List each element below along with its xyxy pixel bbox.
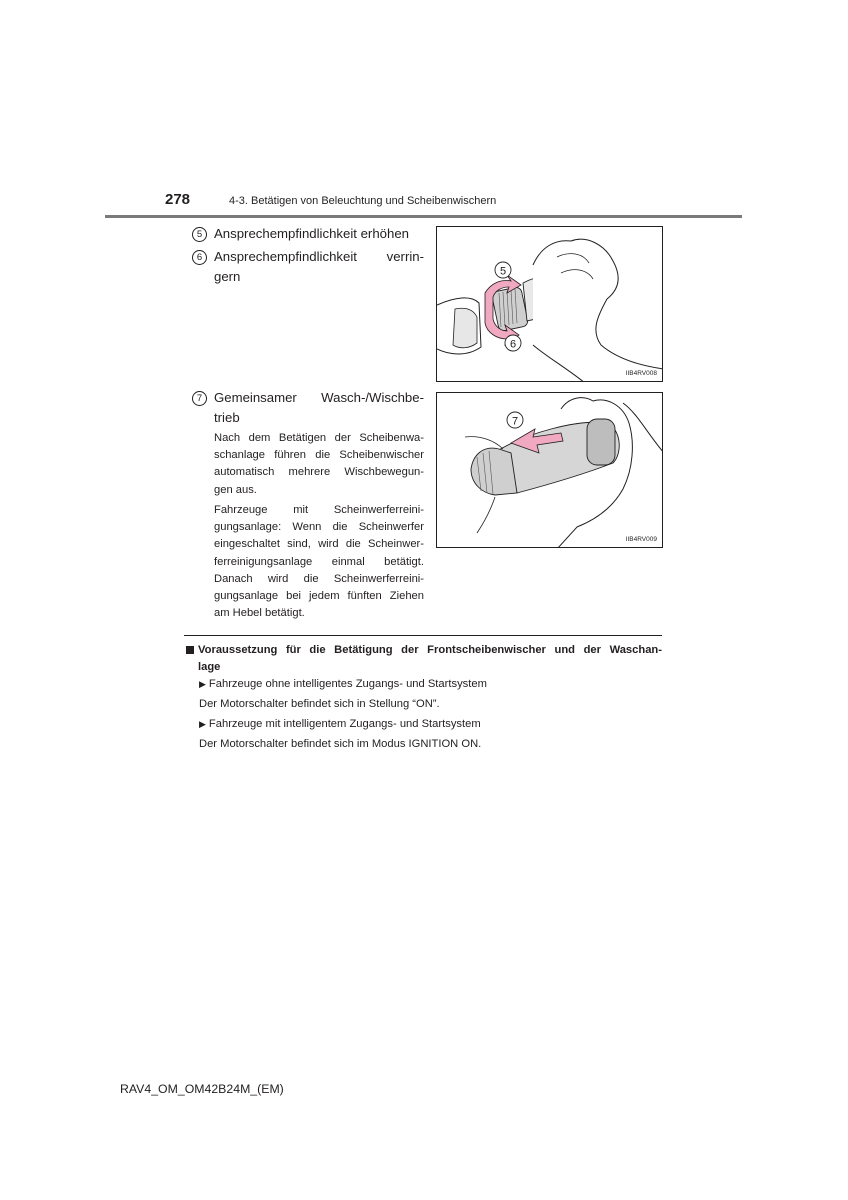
circled-number-5: 5 <box>192 227 207 242</box>
figure-label-6: 6 <box>509 338 517 351</box>
figure-code: IIB4RV009 <box>625 536 657 543</box>
text-line: Fahrzeuge mit Scheinwerferreini- <box>214 504 424 516</box>
text-line: ferreinigungsanlage einmal betätigt. <box>214 555 424 568</box>
figure-wiper-sensitivity <box>436 226 663 382</box>
text-line: gungsanlage: Wenn die Scheinwerfer <box>214 521 424 534</box>
section-heading-line-1: Voraussetzung für die Betätigung der Frontscheibenwischer und der Waschan- <box>198 644 662 656</box>
item-5-text: Ansprechempfindlichkeit erhöhen <box>214 226 409 241</box>
text-line: Danach wird die Scheinwerferreini- <box>214 572 424 585</box>
triangle-bullet-icon: ▶ <box>199 719 206 729</box>
text-line: gungsanlage bei jedem fünften Ziehen <box>214 590 424 603</box>
section-heading-line-2: lage <box>198 660 221 673</box>
text-line: am Hebel betätigt. <box>214 607 305 620</box>
header-rule <box>105 215 742 218</box>
item-7 <box>192 388 424 428</box>
page-number: 278 <box>165 191 191 208</box>
section-entry-2: Der Motorschalter befindet sich in Stellung “ON”. <box>199 698 440 710</box>
triangle-bullet-icon: ▶ <box>199 679 206 689</box>
item-6-line-2: gern <box>214 269 241 284</box>
text-line: gen aus. <box>214 483 257 496</box>
circled-number-6: 6 <box>192 250 207 265</box>
section-entry-4: Der Motorschalter befindet sich im Modus IGNITION ON. <box>199 738 482 750</box>
item-5 <box>192 224 424 244</box>
figure-label-7: 7 <box>511 415 519 428</box>
section-entry-1 <box>199 676 487 693</box>
wiper-lever-illustration-2 <box>437 393 663 548</box>
entry-text: Fahrzeuge mit intelligentem Zugangs- und Startsystem <box>208 718 481 730</box>
item-7-line-2: trieb <box>214 410 240 425</box>
circled-number-7: 7 <box>192 391 207 406</box>
text-line: Nach dem Betätigen der Scheibenwa- <box>214 432 424 444</box>
item-6 <box>192 247 424 287</box>
text-line: schanlage führen die Scheibenwischer <box>214 449 424 462</box>
item-7-line-1: Gemeinsamer Wasch-/Wischbe- <box>214 390 424 405</box>
item-7-paragraph-2 <box>214 502 424 622</box>
section-heading <box>198 642 662 675</box>
footer-doc-code: RAV4_OM_OM42B24M_(EM) <box>120 1082 284 1096</box>
figure-code: IIB4RV008 <box>625 370 657 377</box>
item-7-paragraph-1 <box>214 430 424 499</box>
item-6-line-1: Ansprechempfindlichkeit verrin- <box>214 249 424 264</box>
figure-label-5: 5 <box>499 265 507 278</box>
entry-text: Fahrzeuge ohne intelligentes Zugangs- und Startsystem <box>208 678 487 690</box>
figure-wash-wipe <box>436 392 663 548</box>
section-entry-3 <box>199 716 481 733</box>
square-bullet-icon <box>186 646 194 654</box>
wiper-lever-illustration-1 <box>437 227 663 382</box>
text-line: automatisch mehrere Wischbewegun- <box>214 466 424 479</box>
chapter-title: 4-3. Betätigen von Beleuchtung und Scheibenwischern <box>229 195 497 207</box>
text-line: eingeschaltet sind, wird die Scheinwer- <box>214 538 424 551</box>
section-rule <box>184 635 662 636</box>
